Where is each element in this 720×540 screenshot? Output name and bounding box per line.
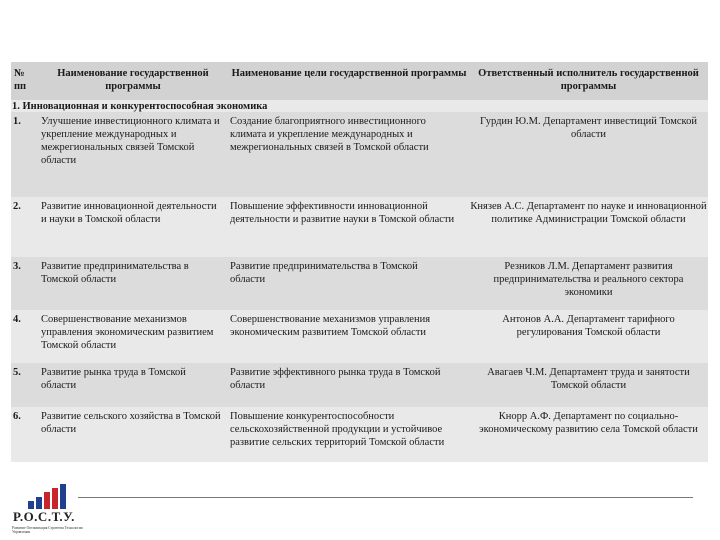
logo-bar [60, 484, 66, 509]
logo-bar [28, 501, 34, 509]
header-num: № пп [11, 62, 37, 100]
logo-subtitle: Развитие Оптимизация Стратегия Технологии Управления [12, 526, 83, 535]
header-program-name: Наименование государственной программы [37, 62, 229, 100]
table-row: 2. Развитие инновационной деятельности и науки в Томской области Повышение эффективности инновационной деятельности и развитие науки в Томской области Князев А.С. Департамент по науке и инновационной политике Администрации Томской области [13, 201, 707, 225]
table-row: 1. Улучшение инвестиционного климата и укрепление международных и межрегиональных связей Томской области Создание благоприятного инвестиционного климата и укрепление международных и межрегиональных связей в Томской области Гурдин Ю.М. Департамент инвестиций Томской области [11, 112, 708, 197]
table-row: 6. Развитие сельского хозяйства в Томской области Повышение конкурентоспособности сельскохозяйственной продукции и устойчивое развитие сельских территорий Томской области Кнорр А.Ф. Департамент по социально-экономическому развитию села Томской области [13, 411, 698, 448]
logo-bar [36, 497, 42, 509]
programs-table [11, 62, 708, 462]
rostu-logo [10, 483, 85, 538]
bar-chart-icon [28, 483, 68, 509]
header-executor: Ответственный исполнитель государственной программы [469, 62, 708, 100]
logo-bar [44, 492, 50, 509]
logo-wordmark: Р.О.С.Т.У. [13, 509, 75, 524]
header-goal: Наименование цели государственной программы [229, 62, 469, 100]
table-row: 3. Развитие предпринимательства в Томской области Развитие предпринимательства в Томской области Резников Л.М. Департамент развития предпринимательства и реального сектора экономики [11, 257, 708, 310]
table-row: 4. Совершенствование механизмов управления экономическим развитием Томской области Совершенствование механизмов управления экономическим развитием Томской области Антонов А.А. Департамент тарифного регулирования Томской области [13, 314, 675, 351]
table-row: 5. Развитие рынка труда в Томской области Развитие эффективного рынка труда в Томской области Авагаев Ч.М. Департамент труда и занятости Томской области [11, 363, 708, 407]
footer-divider [78, 497, 693, 498]
logo-bar [52, 488, 58, 509]
section-title: 1. Инновационная и конкурентоспособная экономика [12, 101, 268, 112]
